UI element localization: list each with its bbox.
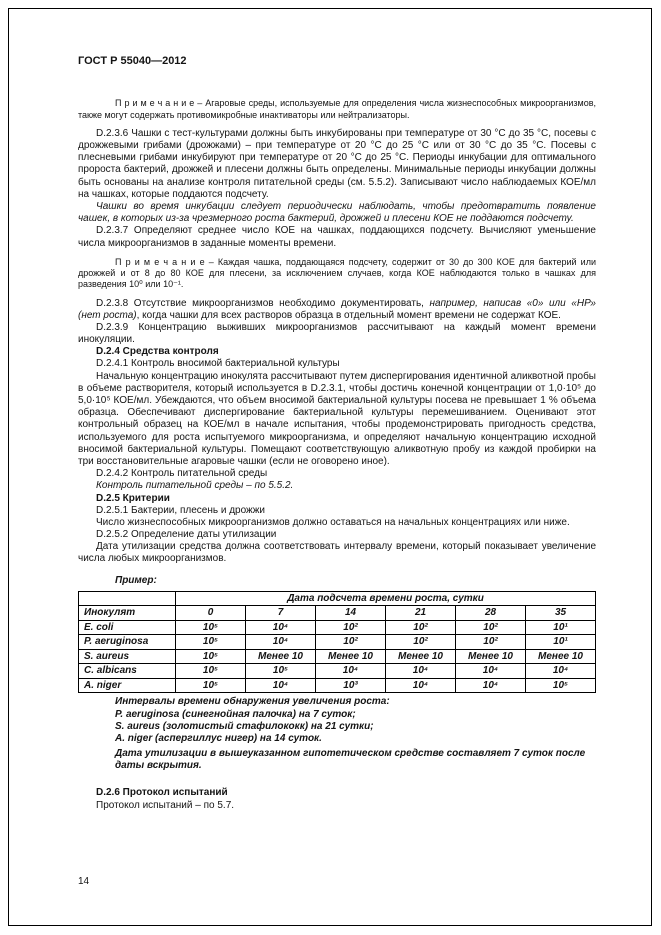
example-growth-table	[78, 591, 596, 694]
example-conclusion: Дата утилизации в вышеуказанном гипотетическом средстве составляет 7 суток после даты вскрытия.	[115, 748, 586, 772]
table-cell: 10⁵	[526, 678, 596, 693]
document-code: ГОСТ Р 55040—2012	[78, 55, 187, 67]
table-row	[79, 620, 596, 635]
example-notes-title: Интервалы времени обнаружения увеличения роста:	[115, 696, 390, 708]
table-corner-cell	[79, 591, 176, 606]
heading-d24: D.2.4 Средства контроля	[96, 346, 219, 358]
paragraph-d251-title: D.2.5.1 Бактерии, плесень и дрожжи	[96, 504, 266, 516]
day-header: 35	[526, 606, 596, 621]
organism-name: A. niger	[79, 678, 176, 693]
table-cell: Менее 10	[526, 649, 596, 664]
paragraph-incubation-observation: Чашки во время инкубации следует периодически наблюдать, чтобы предотвратить появление чашек, в которых из-за чрезмерного роста бактерий, дрожжей и плесени КОЕ не поддаются подсчету.	[78, 201, 596, 225]
table-cell: 10²	[316, 620, 386, 635]
table-cell: Менее 10	[456, 649, 526, 664]
day-header: 7	[246, 606, 316, 621]
table-cell: 10⁵	[176, 620, 246, 635]
table-row	[79, 664, 596, 679]
day-header: 21	[386, 606, 456, 621]
example-note-item: P. aeruginosa (синегнойная палочка) на 7 суток;	[115, 708, 356, 720]
organism-name: S. aureus	[79, 649, 176, 664]
table-cell: 10⁴	[386, 664, 456, 679]
table-cell: 10⁴	[246, 678, 316, 693]
example-label: Пример:	[115, 574, 157, 586]
organism-name: P. aeruginosa	[79, 635, 176, 650]
d238-text-start: D.2.3.8 Отсутствие микроорганизмов необходимо документировать,	[96, 297, 430, 309]
table-cell: Менее 10	[246, 649, 316, 664]
table-cell: 10⁴	[456, 678, 526, 693]
table-cell: 10⁵	[176, 635, 246, 650]
table-cell: 10²	[456, 620, 526, 635]
paragraph-d241-body: Начальную концентрацию инокулята рассчитывают путем диспергирования идентичной аликвотной пробы в объеме растворителя, который используется в D.2.3.1, чтобы достичь конечной концентрации от 1,0·10⁵ до 5,0·10⁵ КОЕ/мл. Убеждаются, что объем вносимой бактериальной культуры посева не превышает 1 % объема образца. Обеспечивают диспергирование бактериальной культуры перемешиванием. Оценивают этот контрольный образец на КОЕ/мл в начале испытания, чтобы продемонстрировать пригодность средства, используемого для роста испытуемого микроорганизма, и определяют начальную концентрацию исходной вносимой бактериальной культуры. Помещают соответствующую аликвотную пробу из каждой пробирки на три восстановительные агаровые чашки (если не оговорено иное).	[78, 370, 596, 467]
table-cell: 10¹	[526, 635, 596, 650]
example-notes-block	[115, 696, 596, 772]
table-row	[79, 678, 596, 693]
table-col0-header: Инокулят	[79, 606, 176, 621]
table-cell: 10²	[386, 620, 456, 635]
table-cell: 10⁴	[526, 664, 596, 679]
note-plate-counts: П р и м е ч а н и е – Каждая чашка, поддающаяся подсчету, содержит от 30 до 300 КОЕ для бактерий или дрожжей и от 8 до 80 КОЕ для плесени, за исключением случаев, когда КОЕ наблюдаются только в чашках для разведения 10⁰ или 10⁻¹.	[78, 256, 596, 290]
table-cell: 10⁵	[176, 664, 246, 679]
table-group-header-row	[79, 591, 596, 606]
paragraph-d239: D.2.3.9 Концентрацию выживших микроорганизмов рассчитывают на каждый момент времени инокуляции.	[78, 321, 596, 346]
table-cell: 10⁴	[246, 620, 316, 635]
paragraph-d242-reference: Контроль питательной среды – по 5.5.2.	[96, 480, 294, 492]
organism-name: C. albicans	[79, 664, 176, 679]
note-agar-media: П р и м е ч а н и е – Агаровые среды, используемые для определения числа жизнеспособных микроорганизмов, также могут содержать противомикробные инактиваторы или нейтрализаторы.	[78, 98, 596, 120]
paragraph-d251-body: Число жизнеспособных микроорганизмов должно оставаться на начальных концентрациях или ниже.	[96, 516, 570, 528]
day-header: 0	[176, 606, 246, 621]
table-cell: 10⁴	[316, 664, 386, 679]
table-cell: 10²	[456, 635, 526, 650]
table-cell: 10⁵	[176, 649, 246, 664]
paragraph-d241-title: D.2.4.1 Контроль вносимой бактериальной культуры	[96, 358, 340, 370]
table-cell: 10⁴	[246, 635, 316, 650]
heading-d26: D.2.6 Протокол испытаний	[96, 787, 228, 799]
table-cell: 10²	[386, 635, 456, 650]
table-cell: Менее 10	[386, 649, 456, 664]
table-row	[79, 649, 596, 664]
day-header: 28	[456, 606, 526, 621]
example-note-item: A. niger (аспергиллус нигер) на 14 суток.	[115, 732, 322, 744]
paragraph-d238	[78, 298, 596, 322]
paragraph-d237: D.2.3.7 Определяют среднее число КОЕ на чашках, поддающихся подсчету. Вычисляют уменьшение числа микроорганизмов в заданные моменты времени.	[78, 225, 596, 249]
table-cell: 10⁵	[246, 664, 316, 679]
heading-d25: D.2.5 Критерии	[96, 492, 170, 504]
table-cell: 10⁵	[176, 678, 246, 693]
document-content	[78, 55, 596, 812]
table-cell: Менее 10	[316, 649, 386, 664]
table-header-row	[79, 606, 596, 621]
d238-text-italic: например, написав «0» или «НР» (нет роста)	[78, 297, 596, 321]
paragraph-d252-body: Дата утилизации средства должна соответствовать интервалу времени, который показывает увеличение числа любых микроорганизмов.	[78, 541, 596, 565]
table-cell: 10²	[316, 635, 386, 650]
d238-text-end: , когда чашки для всех растворов образца в отдельный момент времени не содержат КОЕ.	[136, 309, 561, 321]
example-note-item: S. aureus (золотистый стафилококк) на 21 сутки;	[115, 720, 374, 732]
table-cell: 10³	[316, 678, 386, 693]
table-row	[79, 635, 596, 650]
day-header: 14	[316, 606, 386, 621]
page-number: 14	[78, 876, 90, 887]
paragraph-d26-body: Протокол испытаний – по 5.7.	[96, 799, 235, 811]
paragraph-d252-title: D.2.5.2 Определение даты утилизации	[96, 529, 277, 541]
organism-name: E. coli	[79, 620, 176, 635]
paragraph-d236: D.2.3.6 Чашки с тест-культурами должны быть инкубированы при температуре от 30 °С до 35 °С, посевы с дрожжевыми грибами (дрожжами) – при температуре от 20 °С до 25 °С или от 30 °С до 35 °С. Посевы с плесневыми грибами инкубируют при температуре от 20 °С до 25 °С. Периоды инкубации для оптимального пророста бактерий, дрожжей и плесени должны быть определены. Минимальные периоды инкубации должны быть основаны на анализе контроля питательной среды (см. 5.5.2). Записывают число наблюдаемых КОЕ/мл на чашках, которые поддаются подсчету.	[78, 127, 596, 200]
table-cell: 10⁴	[456, 664, 526, 679]
table-cell: 10¹	[526, 620, 596, 635]
table-cell: 10⁴	[386, 678, 456, 693]
table-group-header: Дата подсчета времени роста, сутки	[176, 591, 596, 606]
paragraph-d242-title: D.2.4.2 Контроль питательной среды	[96, 468, 268, 480]
